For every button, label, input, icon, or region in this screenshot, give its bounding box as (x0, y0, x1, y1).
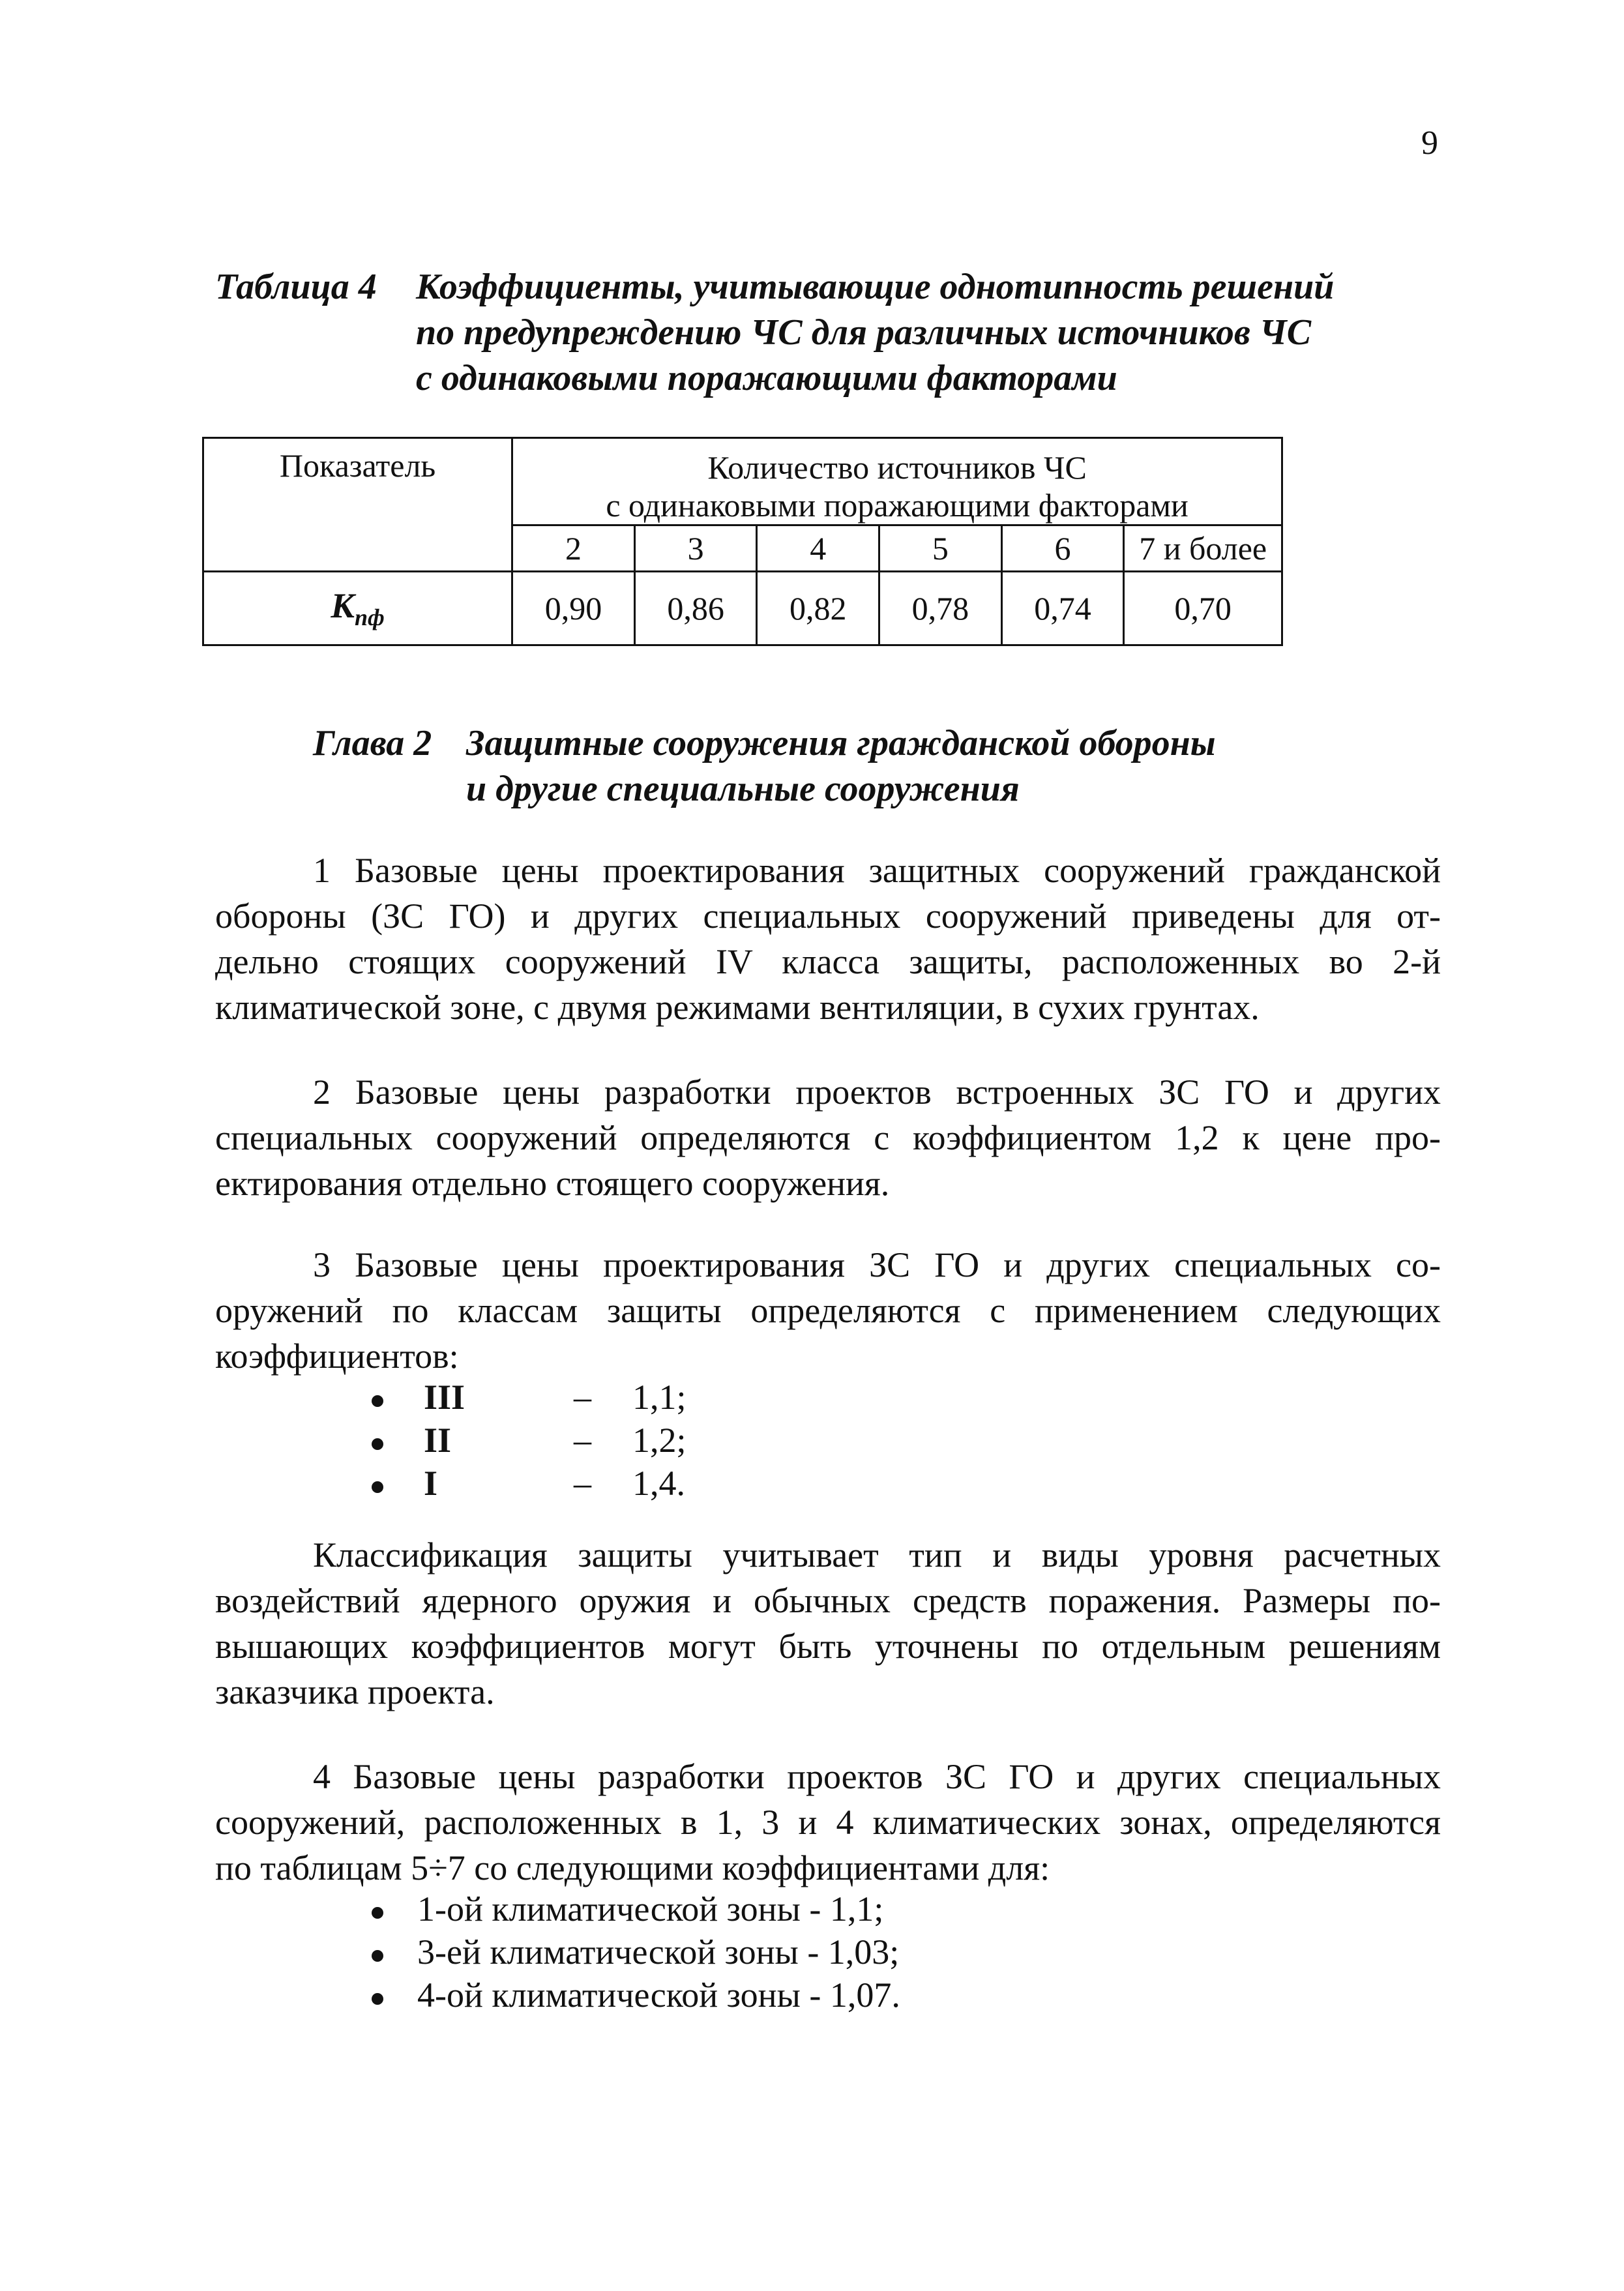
protection-class: I (424, 1464, 438, 1503)
dash: – (574, 1378, 591, 1417)
protection-class: II (424, 1421, 452, 1460)
paragraph-2 (215, 1069, 1441, 1206)
paragraph-line: специальных сооружений определяются с коэффициентом 1,2 к цене про- (215, 1118, 1441, 1157)
table-caption-label: Таблица 4 (215, 267, 377, 307)
table-cell-value: 0,86 (634, 572, 757, 645)
paragraph-line: 2 Базовые цены разработки проектов встроенных ЗС ГО и других (313, 1072, 1441, 1112)
coefficients-table (202, 437, 1283, 646)
paragraph-line: Классификация защиты учитывает тип и виды уровня расчетных (313, 1535, 1441, 1574)
table-cell-value: 0,82 (757, 572, 879, 645)
paragraph-line: заказчика проекта. (215, 1672, 495, 1711)
paragraph-4 (215, 1532, 1441, 1715)
paragraph-line: ектирования отдельно стоящего сооружения. (215, 1164, 890, 1203)
row-label-knf: $К_{пф}$ (203, 572, 512, 645)
bullet-icon (372, 1993, 383, 2005)
zone-coefficient: 3-ей климатической зоны - 1,03; (417, 1932, 900, 1972)
bullet-icon (372, 1395, 383, 1407)
coefficient-value: 1,2; (632, 1421, 687, 1460)
header-quantity-line: Количество источников ЧС (707, 449, 1087, 486)
zone-coefficient: 4-ой климатической зоны - 1,07. (417, 1975, 900, 2015)
paragraph-line: 1 Базовые цены проектирования защитных сооружений гражданской (313, 851, 1441, 890)
zone-coefficient: 1-ой климатической зоны - 1,1; (417, 1889, 884, 1929)
paragraph-line: дельно стоящих сооружений IV класса защиты, расположенных во 2-й (215, 942, 1441, 981)
table-cell-value: 0,70 (1124, 572, 1282, 645)
table-cell-value: 0,78 (879, 572, 1002, 645)
table-caption-line: с одинаковыми поражающими факторами (416, 358, 1117, 398)
header-count: 5 (879, 525, 1002, 572)
paragraph-5 (215, 1754, 1441, 1891)
coefficient-value: 1,1; (632, 1378, 687, 1417)
chapter-title-line: Защитные сооружения гражданской обороны (466, 723, 1216, 763)
page-number: 9 (1421, 125, 1438, 162)
dash: – (574, 1421, 591, 1460)
paragraph-line: обороны (ЗС ГО) и других специальных сооружений приведены для от- (215, 896, 1441, 936)
table-cell-value: 0,90 (512, 572, 635, 645)
dash: – (574, 1464, 591, 1503)
header-count: 6 (1001, 525, 1124, 572)
paragraph-line: воздействий ядерного оружия и обычных средств поражения. Размеры по- (215, 1581, 1441, 1620)
header-count: 2 (512, 525, 635, 572)
table-cell-value: 0,74 (1001, 572, 1124, 645)
bullet-icon (372, 1907, 383, 1919)
chapter-label: Глава 2 (313, 723, 432, 763)
paragraph-line: 3 Базовые цены проектирования ЗС ГО и других специальных со- (313, 1245, 1441, 1284)
header-count: 3 (634, 525, 757, 572)
paragraph-1 (215, 848, 1441, 1030)
paragraph-line: 4 Базовые цены разработки проектов ЗС ГО и других специальных (313, 1757, 1441, 1796)
paragraph-line: по таблицам 5÷7 со следующими коэффициентами для: (215, 1848, 1050, 1887)
paragraph-line: сооружений, расположенных в 1, 3 и 4 климатических зонах, определяются (215, 1803, 1441, 1842)
header-quantity-line: с одинаковыми поражающими факторами (606, 487, 1188, 524)
bullet-icon (372, 1950, 383, 1962)
header-count: 4 (757, 525, 879, 572)
header-indicator: Показатель (203, 438, 512, 572)
paragraph-line: оружений по классам защиты определяются с применением следующих (215, 1291, 1441, 1330)
coefficient-value: 1,4. (632, 1464, 685, 1503)
table-caption-line: Коэффициенты, учитывающие однотипность решений (416, 267, 1335, 307)
header-quantity (512, 438, 1282, 525)
bullet-icon (372, 1481, 383, 1493)
chapter-title-line: и другие специальные сооружения (466, 769, 1020, 809)
table-caption-line: по предупреждению ЧС для различных источников ЧС (416, 312, 1312, 353)
protection-class: III (424, 1378, 465, 1417)
paragraph-line: вышающих коэффициентов могут быть уточнены по отдельным решениям (215, 1627, 1441, 1666)
paragraph-line: коэффициентов: (215, 1337, 459, 1376)
paragraph-3 (215, 1242, 1441, 1379)
paragraph-line: климатической зоне, с двумя режимами вентиляции, в сухих грунтах. (215, 988, 1260, 1027)
bullet-icon (372, 1438, 383, 1450)
header-count: 7 и более (1124, 525, 1282, 572)
